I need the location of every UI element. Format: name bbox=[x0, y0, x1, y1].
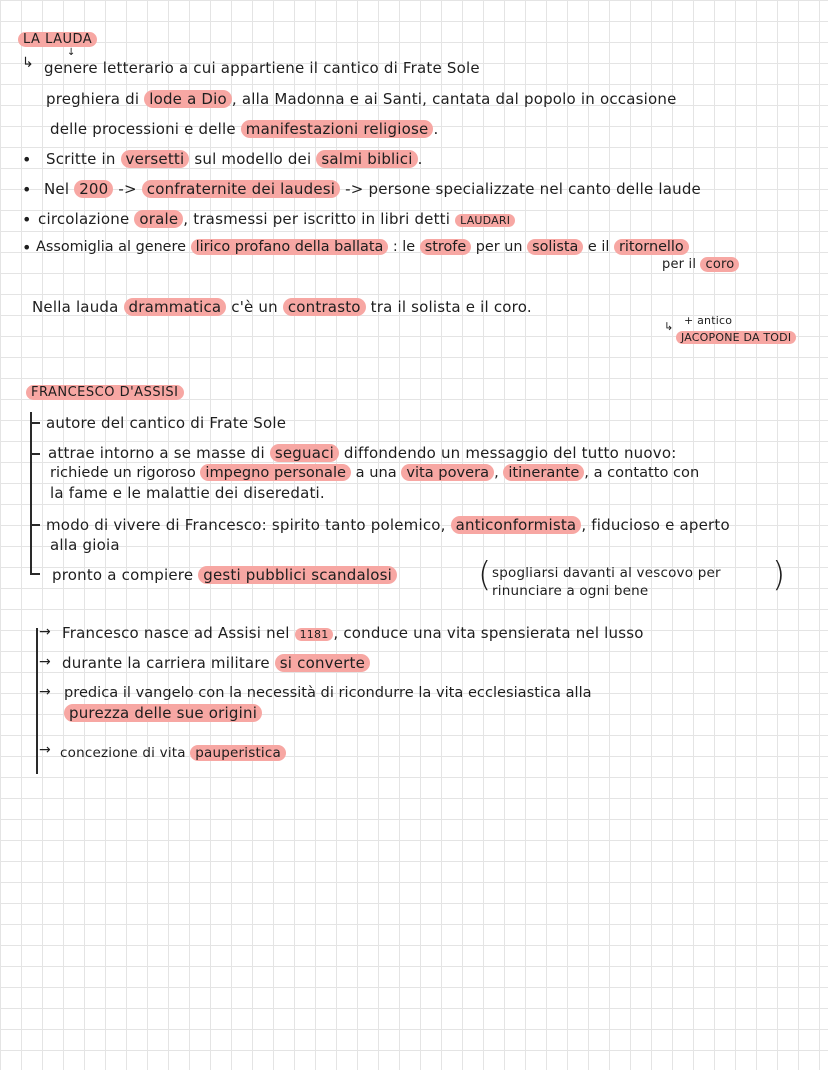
timeline-line bbox=[36, 628, 38, 774]
arrow-icon: → bbox=[39, 742, 51, 758]
list-tick bbox=[30, 453, 40, 455]
francesco-autore: autore del cantico di Frate Sole bbox=[46, 414, 287, 432]
bullet-ballata: Assomiglia al genere lirico profano della ballata : le strofe per un solista e il ritornello bbox=[36, 238, 689, 256]
francesco-diseredati: la fame e le malattie dei diseredati. bbox=[50, 484, 325, 502]
bullet-icon: • bbox=[22, 180, 32, 199]
arrow-icon: → bbox=[39, 624, 51, 640]
section-title-lauda: LA LAUDA bbox=[18, 31, 97, 49]
arrow-icon: → bbox=[39, 684, 51, 700]
jacopone-da-todi: JACOPONE DA TODI bbox=[676, 329, 796, 347]
francesco-predica: predica il vangelo con la necessità di ricondurre la vita ecclesiastica alla bbox=[64, 684, 592, 701]
francesco-rinunciare: rinunciare a ogni bene bbox=[492, 583, 649, 599]
lauda-definition: genere letterario a cui appartiene il cantico di Frate Sole bbox=[44, 59, 480, 77]
bullet-icon: • bbox=[22, 238, 32, 257]
arrow-icon: ↳ bbox=[664, 320, 674, 333]
francesco-seguaci: attrae intorno a se masse di seguaci diffondendo un messaggio del tutto nuovo: bbox=[48, 444, 677, 462]
bullet-confraternite: Nel 200 -> confraternite dei laudesi -> persone specializzate nel canto delle laude bbox=[44, 180, 701, 198]
lauda-description-line1: preghiera di lode a Dio , alla Madonna e ai Santi, cantata dal popolo in occasione bbox=[46, 90, 677, 108]
francesco-impegno: richiede un rigoroso impegno personale a una vita povera , itinerante , a contatto con bbox=[50, 464, 700, 481]
francesco-conversione: durante la carriera militare si converte bbox=[62, 654, 370, 672]
francesco-gioia: alla gioia bbox=[50, 536, 120, 554]
open-paren: ( bbox=[478, 555, 492, 595]
francesco-nascita: Francesco nasce ad Assisi nel 1181 , conduce una vita spensierata nel lusso bbox=[62, 624, 644, 642]
arrow-icon: → bbox=[39, 654, 51, 670]
list-tick bbox=[30, 422, 40, 424]
list-tick bbox=[30, 573, 40, 575]
bullet-circolazione: circolazione orale , trasmessi per iscritto in libri detti LAUDARI bbox=[38, 210, 515, 230]
arrow-icon: ↳ bbox=[22, 55, 34, 71]
francesco-gesti: pronto a compiere gesti pubblici scandalosi bbox=[52, 566, 397, 584]
list-tick bbox=[30, 524, 40, 526]
list-bracket-line bbox=[30, 412, 32, 574]
francesco-pauperistica: concezione di vita pauperistica bbox=[60, 744, 286, 762]
bullet-versetti: Scritte in versetti sul modello dei salmi biblici . bbox=[46, 150, 423, 168]
section-title-francesco: FRANCESCO D'ASSISI bbox=[26, 384, 184, 402]
francesco-modo-di-vivere: modo di vivere di Francesco: spirito tanto polemico, anticonformista , fiducioso e aperto bbox=[46, 516, 730, 534]
arrow-down-icon: ↓ bbox=[67, 47, 76, 58]
close-paren: ) bbox=[772, 555, 786, 595]
francesco-purezza: purezza delle sue origini bbox=[64, 704, 262, 722]
lauda-description-line2: delle processioni e delle manifestazioni religiose . bbox=[50, 120, 439, 138]
note-antico: + antico bbox=[684, 314, 733, 327]
bullet-icon: • bbox=[22, 210, 32, 229]
bullet-ballata-coro: per il coro bbox=[662, 256, 739, 274]
francesco-spogliarsi: spogliarsi davanti al vescovo per bbox=[492, 565, 721, 581]
bullet-icon: • bbox=[22, 150, 32, 169]
lauda-drammatica: Nella lauda drammatica c'è un contrasto tra il solista e il coro. bbox=[32, 298, 532, 316]
